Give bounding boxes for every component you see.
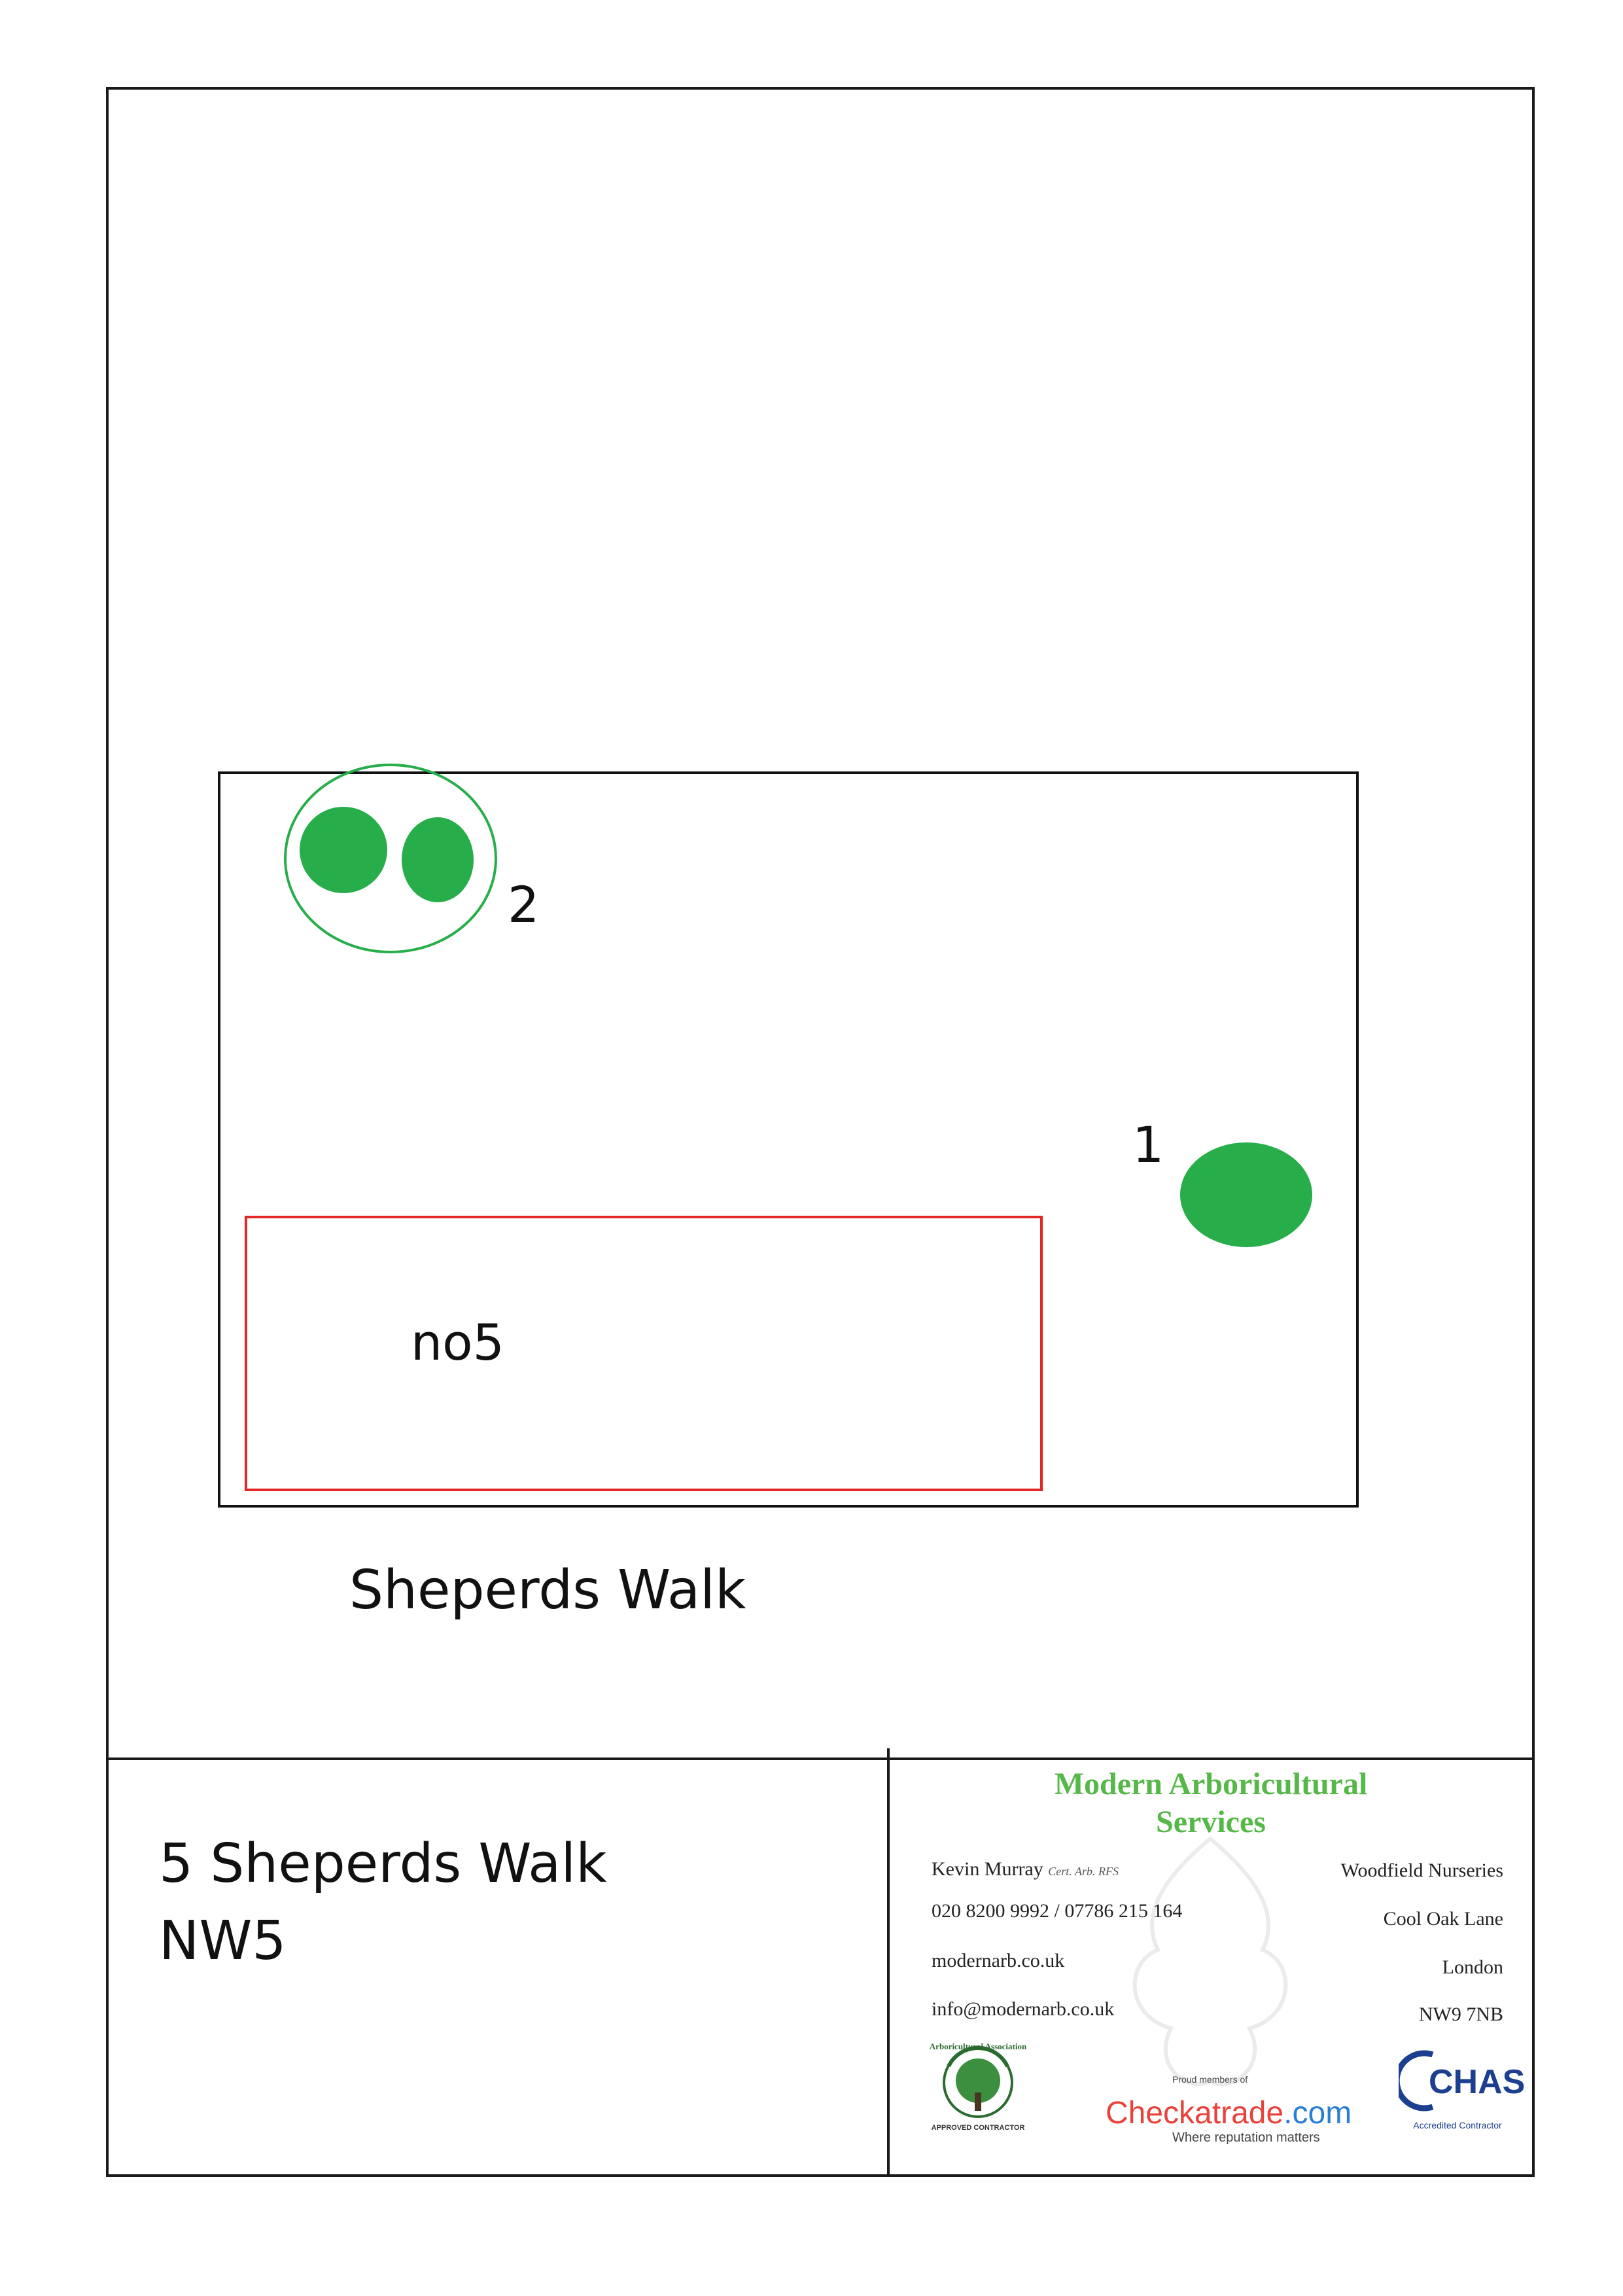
checkatrade-tagline: Where reputation matters <box>1172 2130 1320 2145</box>
contact-phone: 020 8200 9992 / 07786 215 164 <box>932 1900 1183 1922</box>
contact-name: Kevin Murray <box>932 1858 1043 1880</box>
company-card <box>890 1760 1532 2174</box>
tree-1-icon <box>1180 1142 1312 1247</box>
chas-sub: Accredited Contractor <box>1413 2120 1502 2130</box>
company-address-line4: NW9 7NB <box>1418 2004 1503 2025</box>
tree-2a-icon <box>300 807 387 893</box>
tree-label-2: 2 <box>508 875 540 934</box>
site-address <box>159 1826 607 1980</box>
checkatrade-brand-part1: Checka <box>1106 2096 1212 2130</box>
company-address-line2: Cool Oak Lane <box>1383 1908 1503 1930</box>
contact-website[interactable]: modernarb.co.uk <box>932 1950 1065 1971</box>
company-name-line2: Services <box>1156 1805 1266 1839</box>
arb-association-sub: APPROVED CONTRACTOR <box>931 2124 1025 2132</box>
checkatrade-brand <box>1106 2095 1352 2131</box>
house-label: no5 <box>411 1313 505 1371</box>
tree-2b-icon <box>402 817 474 902</box>
site-address-line2: NW5 <box>159 1910 287 1972</box>
contact-email[interactable]: info@modernarb.co.uk <box>932 1998 1115 2020</box>
chas-text: CHAS <box>1429 2063 1526 2101</box>
site-address-line1: 5 Sheperds Walk <box>159 1833 607 1895</box>
contact-title: Cert. Arb. RFS <box>1048 1865 1119 1878</box>
street-label: Sheperds Walk <box>349 1559 746 1621</box>
company-address-line3: London <box>1442 1956 1503 1978</box>
company-address-line1: Woodfield Nurseries <box>1340 1860 1503 1881</box>
checkatrade-pre: Proud members of <box>1172 2074 1248 2085</box>
tree-label-1: 1 <box>1132 1116 1164 1174</box>
chas-logo <box>1399 2048 1526 2146</box>
arb-association-text: Arboricultural Association <box>929 2041 1027 2051</box>
checkatrade-brand-part3: .com <box>1283 2096 1352 2130</box>
house-footprint <box>245 1216 1043 1491</box>
checkatrade-brand-part2: trade <box>1212 2096 1284 2130</box>
company-name-line1: Modern Arboricultural <box>1054 1767 1368 1801</box>
